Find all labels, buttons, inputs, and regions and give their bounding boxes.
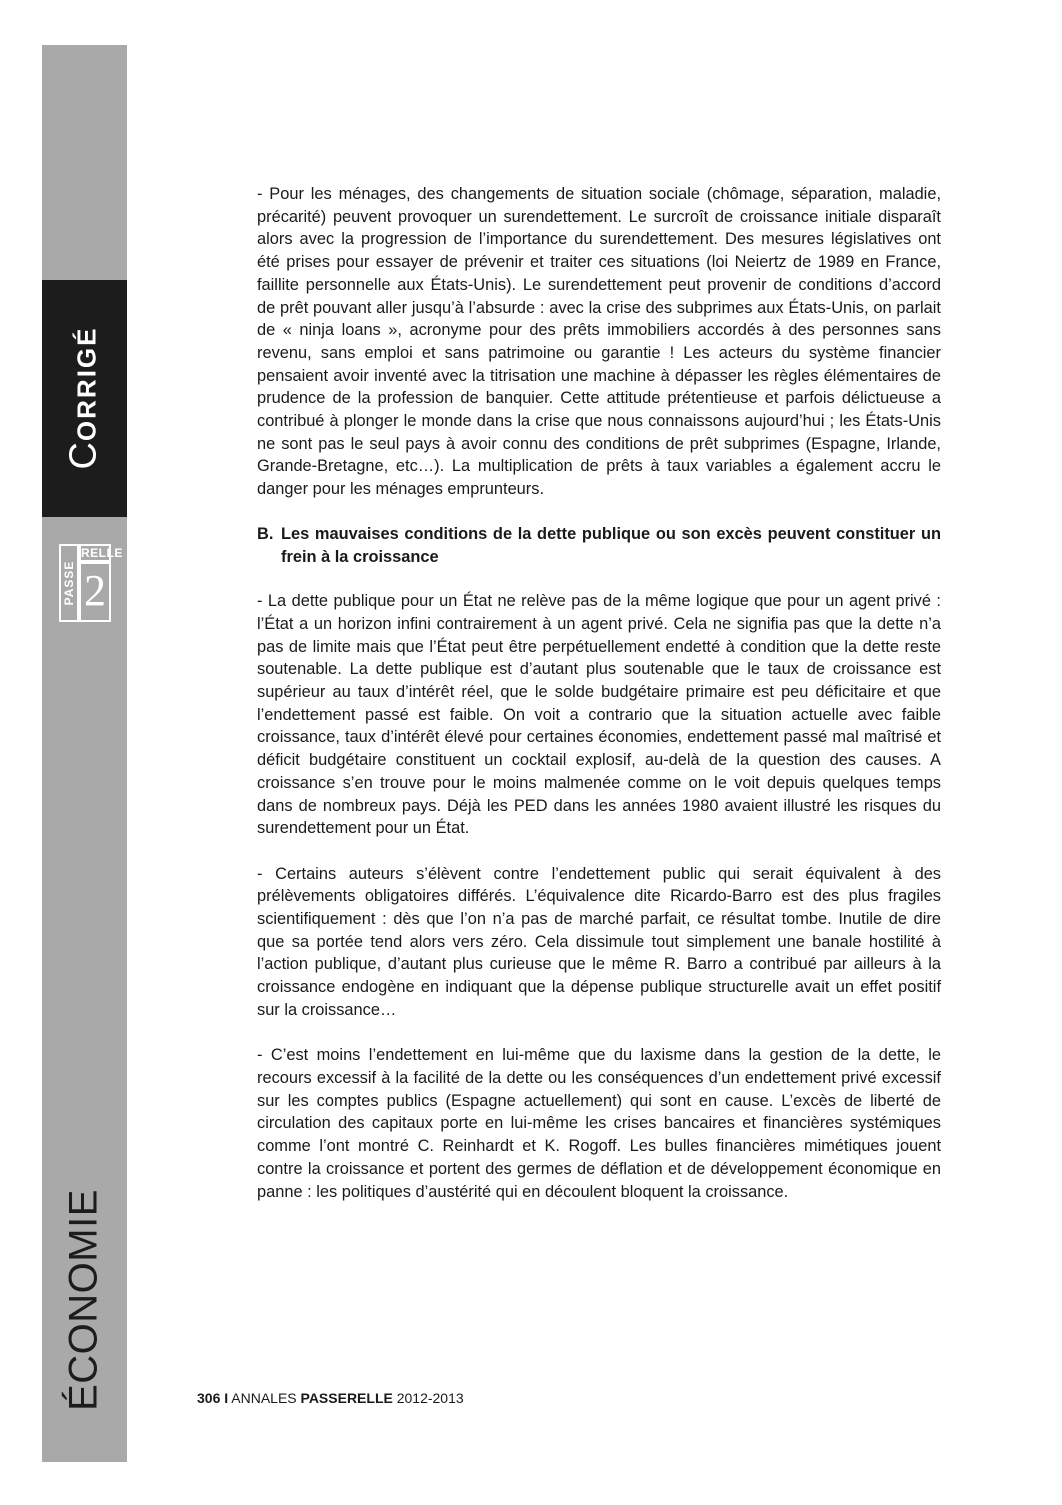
section-heading-b xyxy=(257,523,941,568)
footer-separator: I xyxy=(224,1390,229,1406)
page-footer xyxy=(197,1390,464,1406)
subject-label: ÉCONOMIE xyxy=(61,1189,106,1411)
logo-top: RELLE xyxy=(81,546,123,560)
heading-letter: B. xyxy=(257,524,274,543)
section-label-initial: C xyxy=(62,441,105,470)
footer-passerelle: PASSERELLE xyxy=(300,1390,393,1406)
paragraph-dette-publique: - La dette publique pour un État ne relève pas de la même logique que pour un agent privé : l’État a un horizon infini contrairement à un agent privé. Cela ne signifia pas que la dette n’a pas de limite mais que l’État peut être perpétuellement endetté à condition que la dette reste soutenable. La dette publique est d’autant plus soutenable que le taux de croissance est supérieur au taux d’intérêt réel, que le solde budgétaire primaire est peu déficitaire et que l’endettement passé est faible. On voit a contrario que la situation actuelle avec faible croissance, taux d’intérêt élevé pour certaines économies, endettement passé mal maîtrisé et déficit budgétaire constituent un cocktail explosif, au-delà de la question des causes. A croissance s’en trouve pour le moins malmenée comme on le voit depuis quelques temps dans de nombreux pays. Déjà les PED dans les années 1980 avaient illustré les risques du surendettement pour un État. xyxy=(257,592,941,838)
page-number: 306 xyxy=(197,1390,221,1406)
section-label-rest: ORRIGÉ xyxy=(71,326,102,442)
logo-number: 2 xyxy=(79,562,111,622)
footer-annales: ANNALES xyxy=(231,1390,297,1406)
section-label xyxy=(63,326,106,469)
heading-text: Les mauvaises conditions de la dette publique ou son excès peuvent constituer un frein à la croissance xyxy=(281,524,941,566)
paragraph-ricardo-barro: - Certains auteurs s’élèvent contre l’endettement public qui serait équivalent à des prélèvements obligatoires différés. L’équivalence dite Ricardo-Barro est des plus fragiles scientifiquement : dès que l’on n’a pas de marché parfait, ce résultat tombe. Inutile de dire que sa portée tend alors vers zéro. Cela dissimule tout simplement une banale hostilité à l’action publique, d’autant plus curieuse que le même R. Barro a contribué par ailleurs à la croissance endogène en indiquant que la dépense publique structurelle avait un effet positif sur la croissance… xyxy=(257,864,941,1019)
logo-side: PASSE xyxy=(59,544,79,622)
passerelle-logo xyxy=(59,544,123,622)
body-text xyxy=(257,183,941,1203)
paragraph-laxisme: - C’est moins l’endettement en lui-même que du laxisme dans la gestion de la dette, le recours excessif à la facilité de la dette ou les conséquences d’un endettement privé excessif sur les comptes publics (Espagne actuellement) qui sont en cause. L’excès de liberté de circulation des capitaux porte en lui-même les crises bancaires et financières systémiques comme l’ont montré C. Reinhardt et K. Rogoff. Les bulles financières mimétiques jouent contre la croissance et portent des germes de déflation et de développement économique en panne : les politiques d’austérité qui en découlent bloquent la croissance. xyxy=(257,1046,941,1201)
footer-years: 2012-2013 xyxy=(396,1390,464,1406)
paragraph-menages: - Pour les ménages, des changements de situation sociale (chômage, séparation, maladie, précarité) peuvent provoquer un surendettement. Le surcroît de croissance initiale disparaît alors avec la progression de l’importance du surendettement. Des mesures législatives ont été prises pour essayer de prévenir et traiter ces situations (loi Neiertz de 1989 en France, faillite personnelle aux États-Unis). Le surendettement peut provenir de conditions d’accord de prêt pouvant aller jusqu’à l’absurde : avec la crise des subprimes aux États-Unis, on parlait de « ninja loans », acronyme pour des prêts immobiliers accordés à des personnes sans revenu, sans emploi et sans patrimoine ou garantie ! Les acteurs du système financier pensaient avoir inventé avec la titrisation une machine à dépasser les règles élémentaires de prudence de la profession de banquier. Cette attitude prétentieuse et parfois délictueuse a contribué à plonger le monde dans la crise que nous connaissons aujourd’hui ; les États-Unis ne sont pas le seul pays à avoir connu des conditions de prêt subprimes (Espagne, Irlande, Grande-Bretagne, etc…). La multiplication de prêts à taux variables a également accru le danger pour les ménages emprunteurs. xyxy=(257,185,941,499)
